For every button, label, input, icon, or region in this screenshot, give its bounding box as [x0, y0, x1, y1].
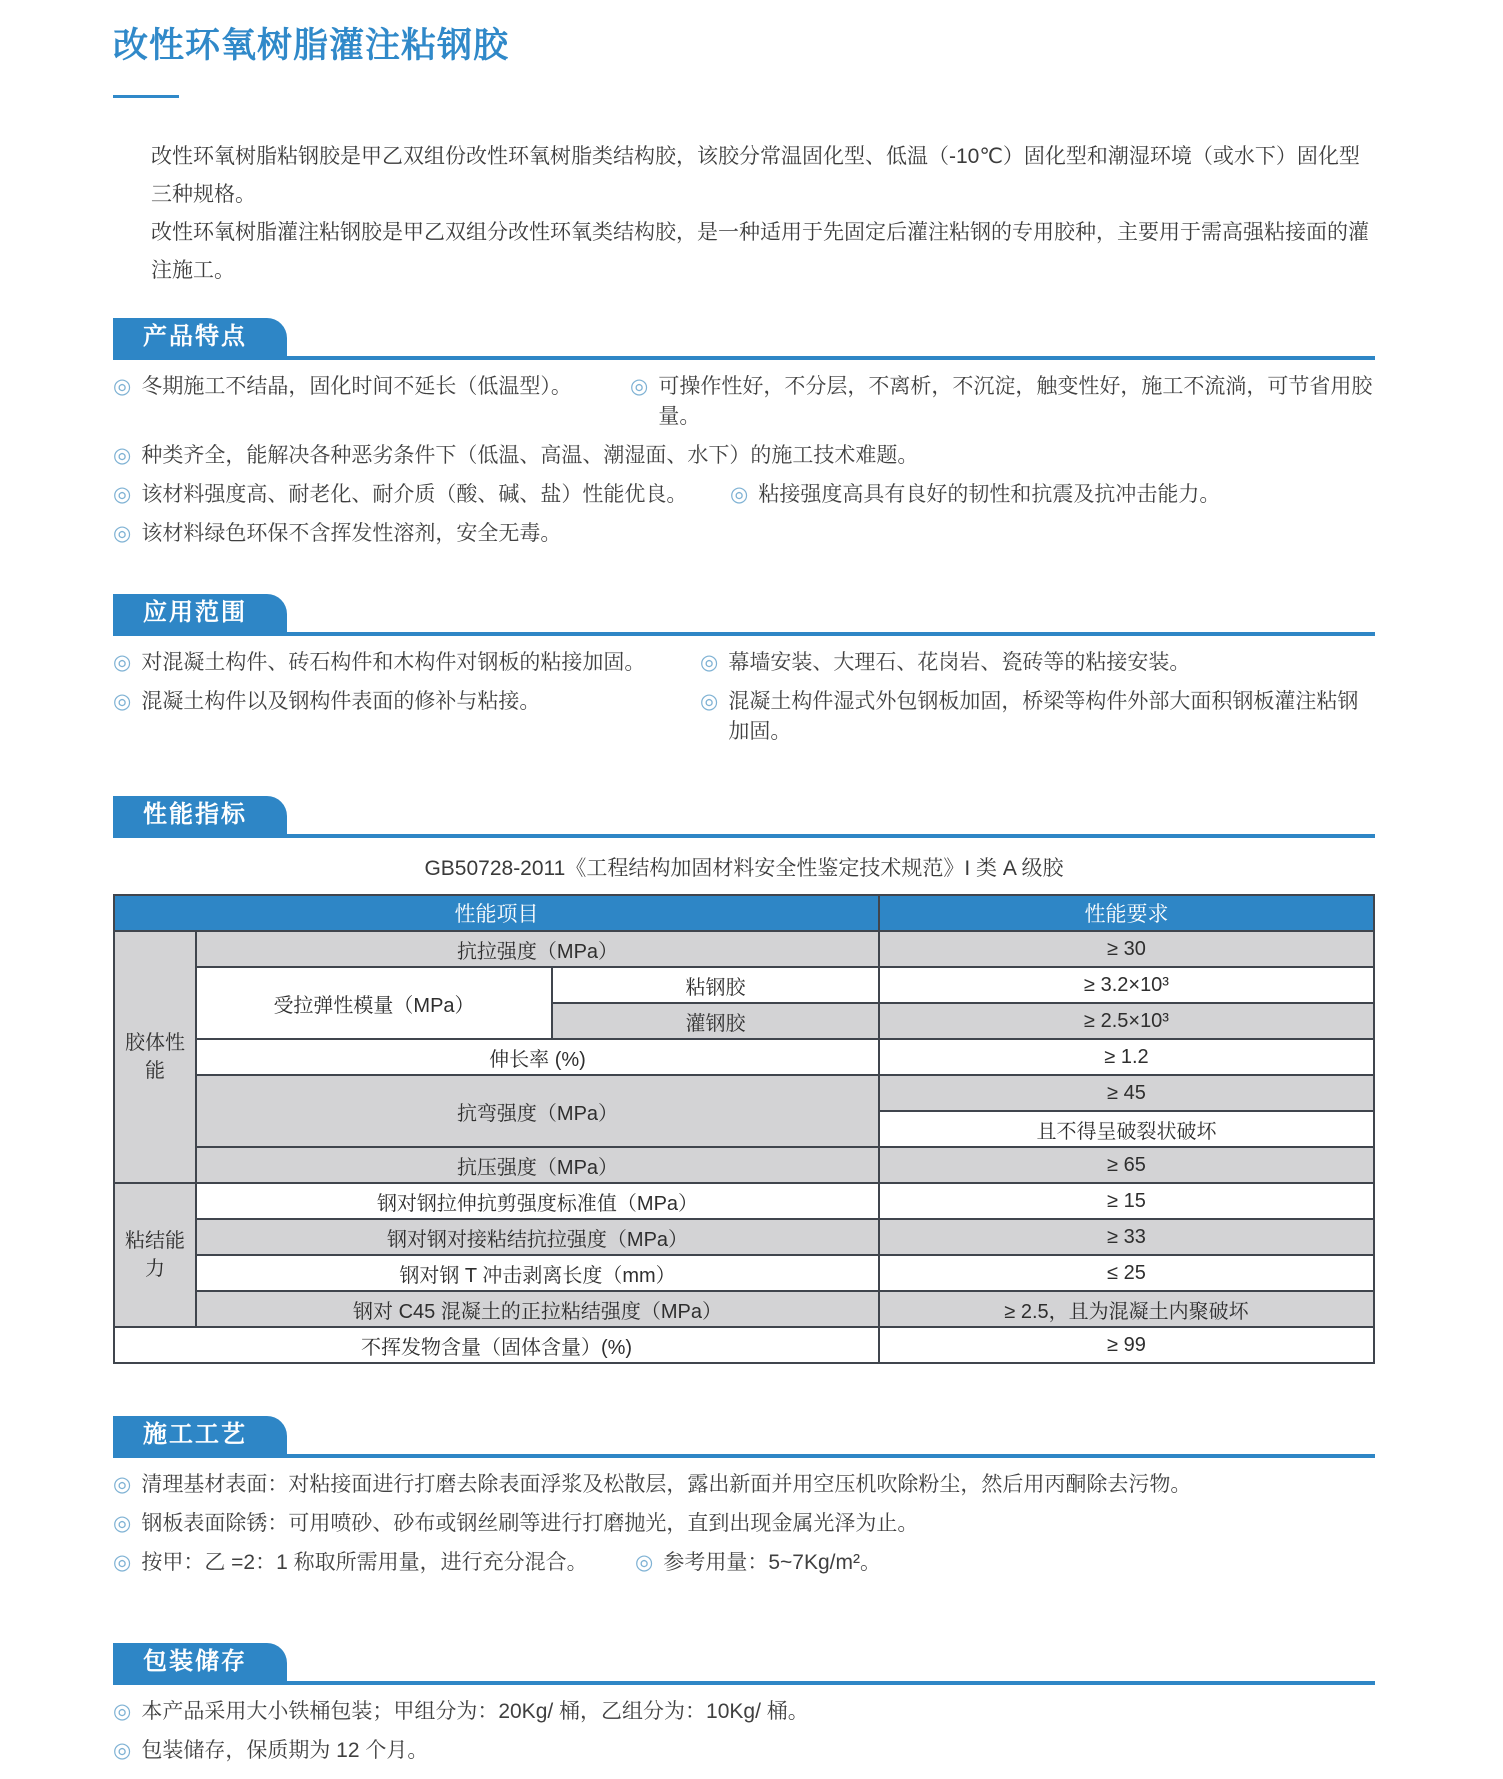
group-label-bonding: 粘结能力 — [114, 1183, 196, 1327]
property-label: 受拉弹性模量（MPa） — [196, 967, 552, 1039]
section-header-process — [113, 1416, 1375, 1458]
property-label: 抗压强度（MPa） — [196, 1147, 879, 1183]
feature-text: 冬期施工不结晶，固化时间不延长（低温型）。 — [141, 375, 572, 398]
property-label: 钢对钢拉伸抗剪强度标准值（MPa） — [196, 1183, 879, 1219]
scope-text: 幕墙安装、大理石、花岗岩、瓷砖等的粘接安装。 — [728, 651, 1191, 674]
feature-text: 该材料强度高、耐老化、耐介质（酸、碱、盐）性能优良。 — [141, 483, 688, 506]
list-item — [113, 480, 1375, 510]
scope-list — [113, 636, 1375, 760]
page-title: 改性环氧树脂灌注粘钢胶 — [113, 26, 510, 65]
list-item — [113, 1697, 1375, 1727]
storage-text: 包装储存，保质期为 12 个月。 — [141, 1739, 429, 1762]
table-row — [114, 1327, 1374, 1363]
features-list — [113, 360, 1375, 562]
property-label: 抗拉强度（MPa） — [196, 931, 879, 967]
section-badge-scope: 应用范围 — [113, 594, 287, 632]
scope-text: 混凝土构件以及钢构件表面的修补与粘接。 — [141, 690, 541, 713]
property-label: 钢对钢对接粘结抗拉强度（MPa） — [196, 1219, 879, 1255]
property-value: 且不得呈破裂状破坏 — [879, 1111, 1374, 1147]
performance-table — [113, 894, 1375, 1364]
table-row — [114, 1147, 1374, 1183]
column-header-item: 性能项目 — [114, 895, 879, 931]
property-sublabel: 粘钢胶 — [552, 967, 879, 1003]
table-row — [114, 1291, 1374, 1327]
table-row — [114, 1183, 1374, 1219]
section-header-scope — [113, 594, 1375, 636]
list-item — [113, 687, 1375, 747]
title-underline — [113, 95, 179, 98]
process-list — [113, 1458, 1375, 1591]
section-header-features — [113, 318, 1375, 360]
property-value: ≥ 99 — [879, 1327, 1374, 1363]
table-row — [114, 931, 1374, 967]
feature-text: 种类齐全，能解决各种恶劣条件下（低温、高温、潮湿面、水下）的施工技术难题。 — [141, 444, 919, 467]
bullet-icon: ◎ — [113, 1739, 132, 1762]
property-value: ≥ 2.5×10³ — [879, 1003, 1374, 1039]
property-value: ≥ 30 — [879, 931, 1374, 967]
property-label: 钢对 C45 混凝土的正拉粘结强度（MPa） — [196, 1291, 879, 1327]
bullet-icon: ◎ — [113, 1512, 132, 1535]
bullet-icon: ◎ — [113, 483, 132, 506]
property-value: ≥ 1.2 — [879, 1039, 1374, 1075]
bullet-icon: ◎ — [113, 444, 132, 467]
list-item — [113, 648, 1375, 678]
section-badge-storage: 包装储存 — [113, 1643, 287, 1681]
section-badge-performance: 性能指标 — [113, 796, 287, 834]
intro-paragraphs — [113, 138, 1375, 290]
property-value: ≥ 45 — [879, 1075, 1374, 1111]
column-header-requirement: 性能要求 — [879, 895, 1374, 931]
property-label: 抗弯强度（MPa） — [196, 1075, 879, 1147]
bullet-icon: ◎ — [113, 1551, 132, 1574]
property-value: ≥ 2.5，且为混凝土内聚破坏 — [879, 1291, 1374, 1327]
process-text: 清理基材表面：对粘接面进行打磨去除表面浮浆及松散层，露出新面并用空压机吹除粉尘，然后用丙酮除去污物。 — [141, 1473, 1192, 1496]
section-header-storage — [113, 1643, 1375, 1685]
bullet-icon: ◎ — [630, 375, 649, 398]
list-item — [113, 372, 1375, 432]
table-caption: GB50728-2011《工程结构加固材料安全性鉴定技术规范》I 类 A 级胶 — [424, 857, 1064, 880]
property-value: ≥ 15 — [879, 1183, 1374, 1219]
bullet-icon: ◎ — [113, 651, 132, 674]
scope-text: 对混凝土构件、砖石构件和木构件对钢板的粘接加固。 — [141, 651, 646, 674]
feature-text: 该材料绿色环保不含挥发性溶剂，安全无毒。 — [141, 522, 562, 545]
table-row — [114, 1075, 1374, 1111]
list-item — [113, 441, 1375, 471]
property-label: 钢对钢 T 冲击剥离长度（mm） — [196, 1255, 879, 1291]
property-value: ≥ 65 — [879, 1147, 1374, 1183]
storage-text: 本产品采用大小铁桶包装；甲组分为：20Kg/ 桶，乙组分为：10Kg/ 桶。 — [141, 1700, 809, 1723]
feature-text: 可操作性好，不分层，不离析，不沉淀，触变性好，施工不流淌，可节省用胶量。 — [658, 375, 1373, 428]
table-row — [114, 1039, 1374, 1075]
storage-list — [113, 1685, 1375, 1779]
document-body — [113, 0, 1375, 1779]
table-row — [114, 1219, 1374, 1255]
bullet-icon: ◎ — [730, 483, 749, 506]
list-item — [113, 1509, 1375, 1539]
table-header-row — [114, 895, 1374, 931]
property-value: ≥ 33 — [879, 1219, 1374, 1255]
bullet-icon: ◎ — [113, 1700, 132, 1723]
bullet-icon: ◎ — [113, 522, 132, 545]
intro-paragraph-1: 改性环氧树脂粘钢胶是甲乙双组份改性环氧树脂类结构胶，该胶分常温固化型、低温（-10℃）固化型和潮湿环境（或水下）固化型三种规格。 — [151, 145, 1360, 206]
section-header-performance — [113, 796, 1375, 838]
process-text: 参考用量：5~7Kg/m²。 — [663, 1551, 881, 1574]
bullet-icon: ◎ — [700, 651, 719, 674]
table-row — [114, 967, 1374, 1003]
property-value: ≤ 25 — [879, 1255, 1374, 1291]
property-value: ≥ 3.2×10³ — [879, 967, 1374, 1003]
process-text: 钢板表面除锈：可用喷砂、砂布或钢丝刷等进行打磨抛光，直到出现金属光泽为止。 — [141, 1512, 919, 1535]
property-label: 不挥发物含量（固体含量）(%) — [114, 1327, 879, 1363]
section-badge-features: 产品特点 — [113, 318, 287, 356]
table-row — [114, 1255, 1374, 1291]
list-item — [113, 519, 1375, 549]
feature-text: 粘接强度高具有良好的韧性和抗震及抗冲击能力。 — [758, 483, 1221, 506]
bullet-icon: ◎ — [113, 690, 132, 713]
property-sublabel: 灌钢胶 — [552, 1003, 879, 1039]
bullet-icon: ◎ — [700, 690, 719, 713]
bullet-icon: ◎ — [113, 375, 132, 398]
group-label-adhesive: 胶体性能 — [114, 931, 196, 1183]
intro-paragraph-2: 改性环氧树脂灌注粘钢胶是甲乙双组分改性环氧类结构胶，是一种适用于先固定后灌注粘钢的专用胶种，主要用于需高强粘接面的灌注施工。 — [151, 221, 1369, 282]
list-item — [113, 1470, 1375, 1500]
list-item — [113, 1548, 1375, 1578]
section-badge-process: 施工工艺 — [113, 1416, 287, 1454]
scope-text: 混凝土构件湿式外包钢板加固，桥梁等构件外部大面积钢板灌注粘钢加固。 — [728, 690, 1359, 743]
bullet-icon: ◎ — [635, 1551, 654, 1574]
list-item — [113, 1736, 1375, 1766]
property-label: 伸长率 (%) — [196, 1039, 879, 1075]
process-text: 按甲：乙 =2：1 称取所需用量，进行充分混合。 — [141, 1551, 588, 1574]
bullet-icon: ◎ — [113, 1473, 132, 1496]
